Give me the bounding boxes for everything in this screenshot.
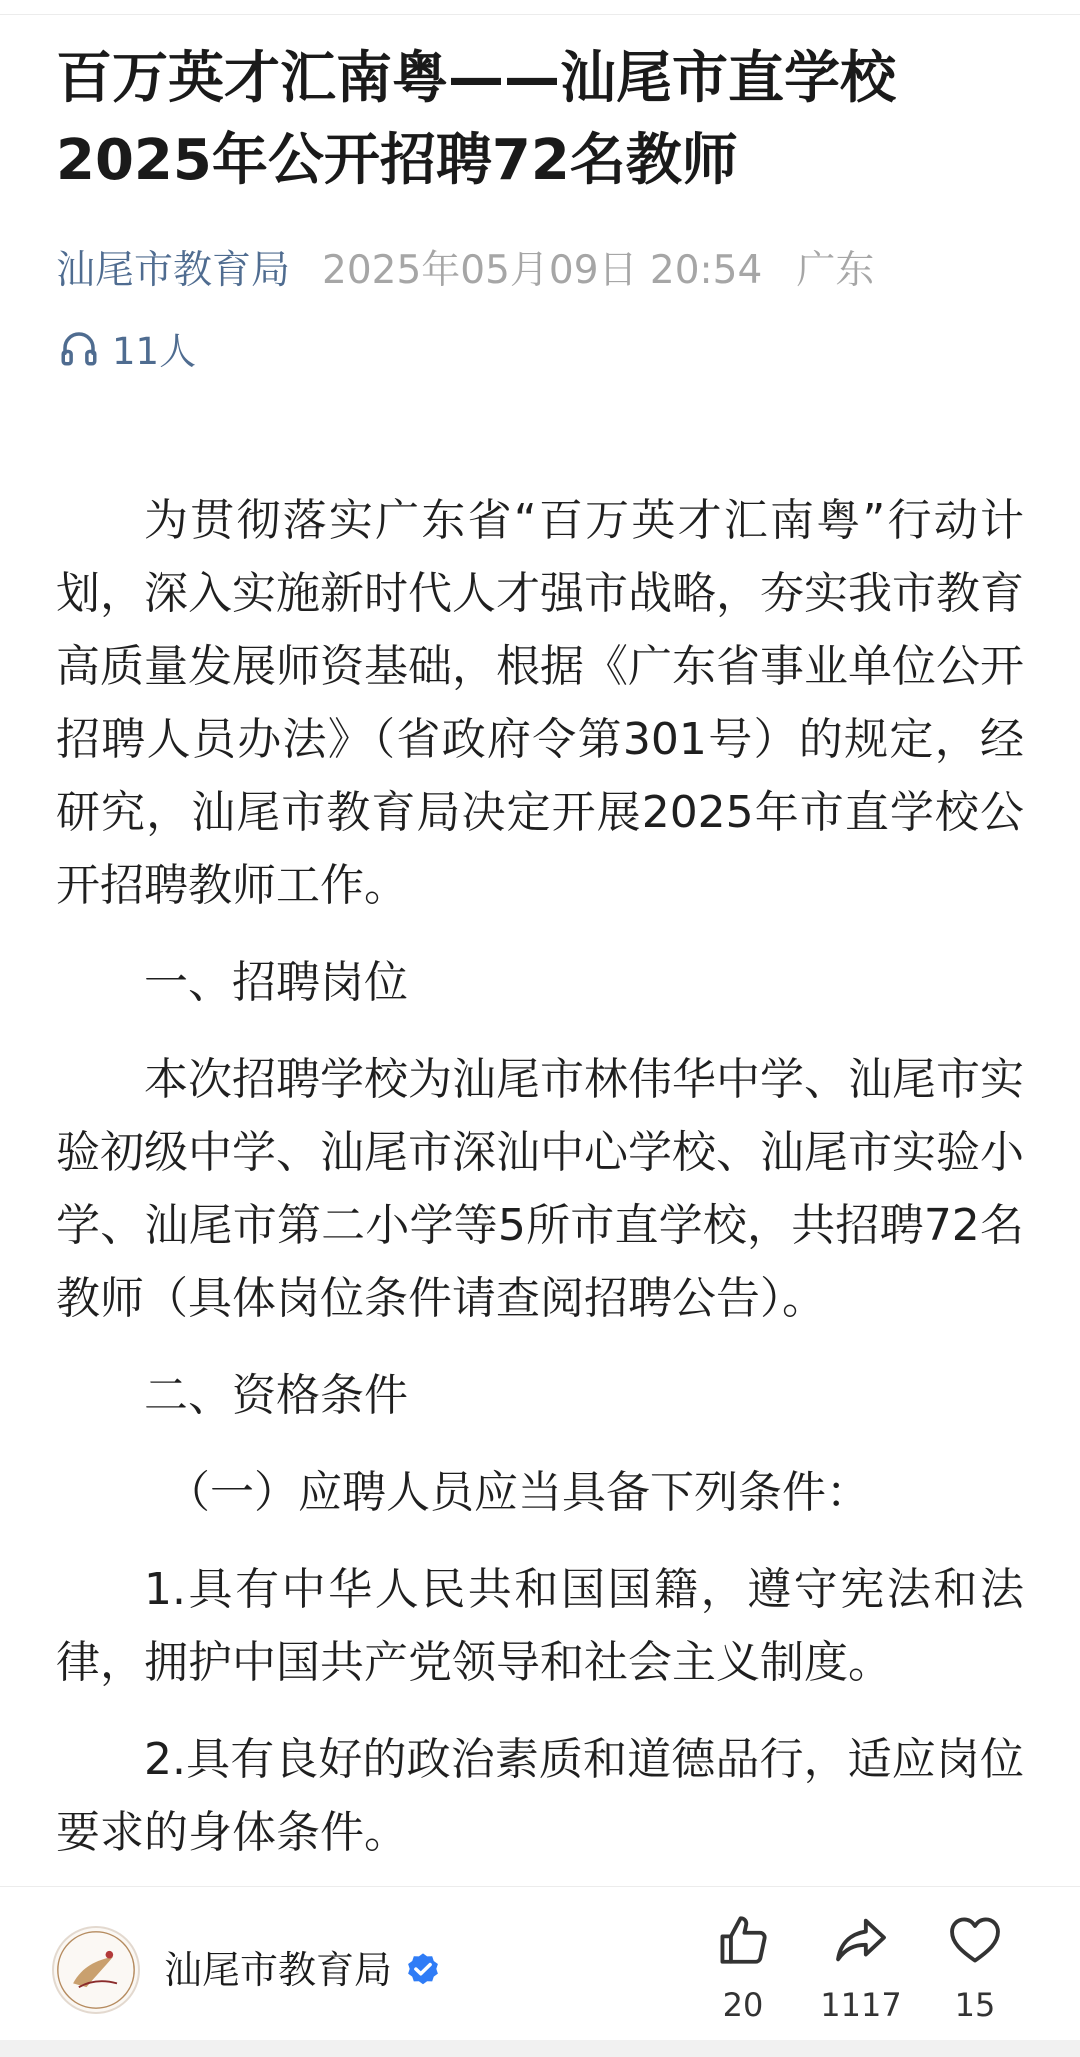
heart-icon xyxy=(946,1911,1004,1969)
share-arrow-icon xyxy=(832,1911,890,1969)
bottom-edge xyxy=(0,2040,1080,2057)
verified-badge-icon xyxy=(404,1951,442,1989)
article-body xyxy=(56,484,1024,1893)
section-heading: 二、资格条件 xyxy=(144,1370,408,1421)
share-count: 1117 xyxy=(820,1986,902,2024)
share-button[interactable] xyxy=(801,1911,921,2025)
listener-count: 11人 xyxy=(112,330,197,373)
ip-region: 广东 xyxy=(796,248,875,293)
school-emblem-logo xyxy=(54,1928,138,2012)
publish-time: 2025年05月09日 20:54 xyxy=(322,248,763,293)
headphones-icon xyxy=(58,327,100,369)
body-paragraph: 为贯彻落实广东省“百万英才汇南粤”行动计划，深入实施新时代人才强市战略，夯实我市教育高质量发展师资基础，根据《广东省事业单位公开招聘人员办法》（省政府令第301号）的规定，经研究，汕尾市教育局决定开展2025年市直学校公开招聘教师工作。 xyxy=(56,495,1024,911)
account-name[interactable]: 汕尾市教育局 xyxy=(164,1948,393,1992)
like-count: 20 xyxy=(722,1986,764,2024)
body-paragraph: 本次招聘学校为汕尾市林伟华中学、汕尾市实验初级中学、汕尾市深汕中心学校、汕尾市实验小学、汕尾市第二小学等5所市直学校，共招聘72名教师（具体岗位条件请查阅招聘公告）。 xyxy=(56,1054,1024,1324)
listen-button[interactable] xyxy=(58,322,196,374)
body-paragraph: 2.具有良好的政治素质和道德品行，适应岗位要求的身体条件。 xyxy=(56,1734,1024,1858)
like-button[interactable] xyxy=(683,1911,803,2025)
source-link[interactable]: 汕尾市教育局 xyxy=(56,248,291,293)
body-paragraph: 1.具有中华人民共和国国籍，遵守宪法和法律，拥护中国共产党领导和社会主义制度。 xyxy=(56,1564,1024,1688)
article-title: 百万英才汇南粤——汕尾市直学校2025年公开招聘72名教师 xyxy=(56,46,896,193)
favorite-count: 15 xyxy=(954,1986,996,2024)
top-divider xyxy=(0,0,1080,15)
article-meta xyxy=(56,238,874,296)
action-bar xyxy=(0,1886,1080,2041)
account-avatar[interactable] xyxy=(52,1926,140,2014)
favorite-button[interactable] xyxy=(915,1911,1035,2025)
subsection-heading: （一）应聘人员应当具备下列条件： xyxy=(166,1467,870,1518)
thumbs-up-icon xyxy=(714,1911,772,1969)
section-heading: 一、招聘岗位 xyxy=(144,957,408,1008)
